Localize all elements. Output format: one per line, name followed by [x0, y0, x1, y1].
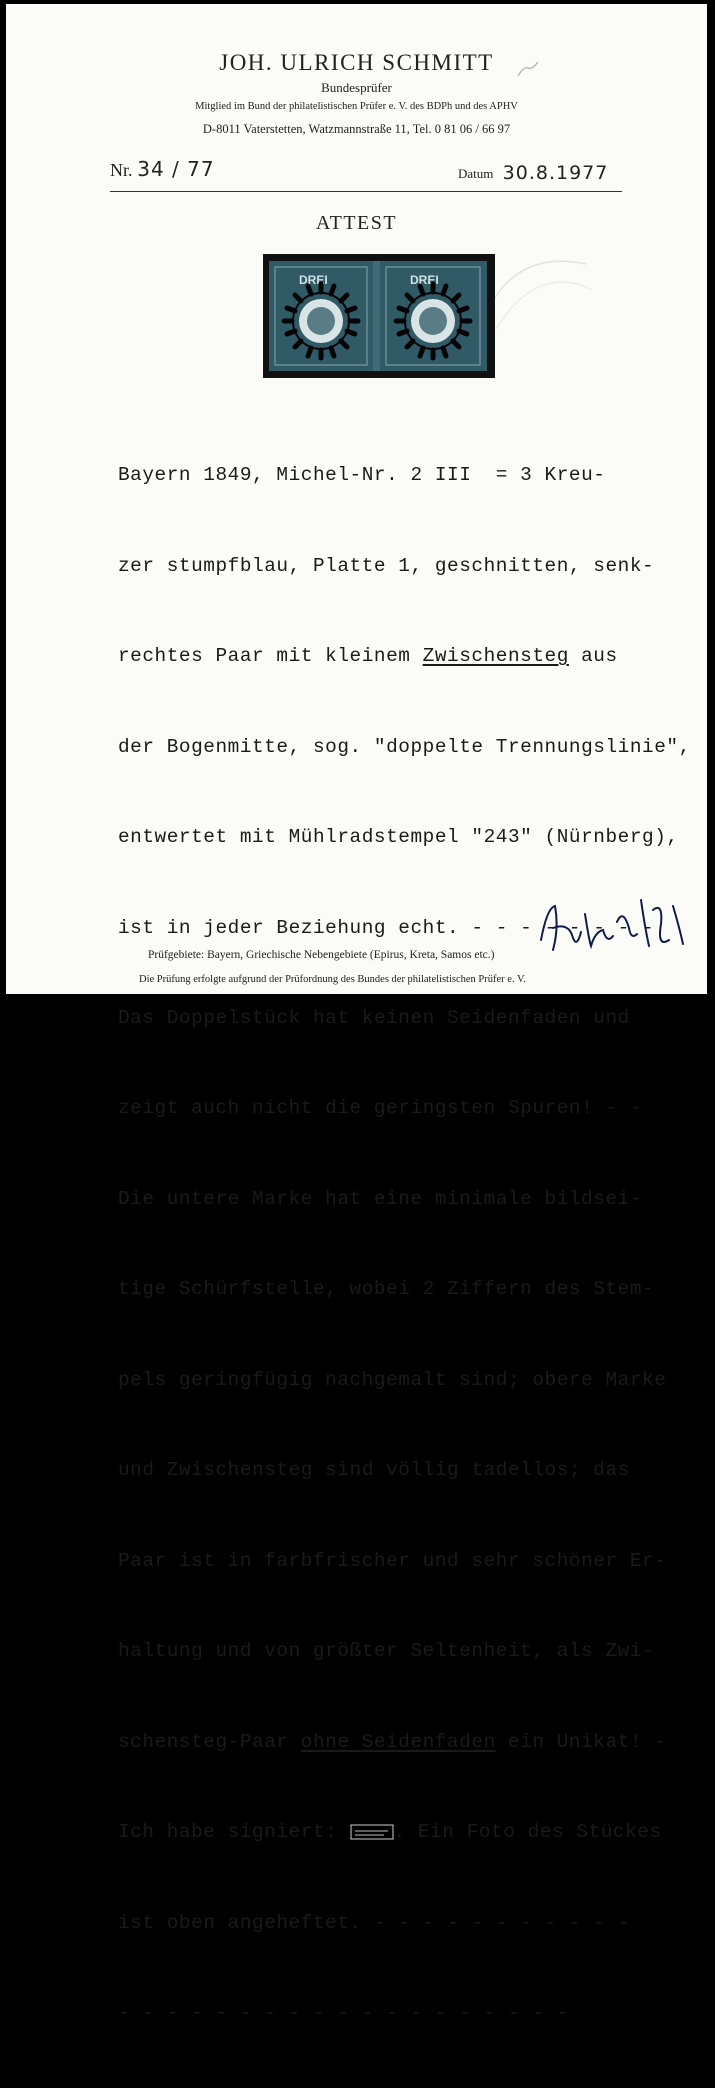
pruefordnung-line: Die Prüfung erfolgte aufgrund der Prüfordnung des Bundes der philatelistischen Prüfer e. V. — [139, 974, 526, 985]
body-line: Paar ist in farbfrischer und sehr schöner Er- — [118, 1549, 667, 1572]
nr-value: 34 / 77 — [137, 157, 215, 181]
body-line: entwertet mit Mühlradstempel "243" (Nürnberg), — [118, 826, 679, 849]
datum-label: Datum — [458, 166, 494, 181]
handwritten-signature — [533, 888, 693, 966]
address-line: D-8011 Vaterstetten, Watzmannstraße 11, Tel. 0 81 06 / 66 97 — [202, 122, 511, 136]
body-line: zeigt auch nicht die geringsten Spuren! - - — [118, 1097, 643, 1120]
certificate-date — [458, 161, 608, 183]
svg-text:DREI: DREI — [299, 273, 328, 287]
stamp-pair-photo — [263, 254, 495, 378]
body-line: Ich habe signiert: . Ein Foto des Stückes — [118, 1821, 662, 1844]
underlined-zwischensteg: Zwischensteg — [422, 645, 569, 668]
underlined-ohne-seidenfaden: ohne Seidenfaden — [300, 1730, 496, 1753]
body-line: Das Doppelstück hat keinen Seidenfaden und — [118, 1007, 630, 1030]
body-line: pels geringfügig nachgemalt sind; obere Marke — [118, 1368, 667, 1391]
body-line: und Zwischensteg sind völlig tadellos; das — [118, 1459, 630, 1482]
body-line: rechtes Paar mit kleinem Zwischensteg aus — [118, 645, 618, 668]
body-line: schensteg-Paar ohne Seidenfaden ein Unikat! - — [118, 1730, 667, 1753]
examiner-name: JOH. ULRICH SCHMITT — [219, 50, 494, 75]
svg-text:DREI: DREI — [410, 273, 439, 287]
signature-stamp-icon — [350, 1823, 394, 1841]
certificate-number — [110, 157, 215, 182]
body-line: Bayern 1849, Michel-Nr. 2 III = 3 Kreu- — [118, 464, 606, 487]
pruefgebiete-line: Prüfgebiete: Bayern, Griechische Nebengebiete (Epirus, Kreta, Samos etc.) — [148, 949, 495, 961]
datum-value: 30.8.1977 — [502, 162, 609, 184]
certificate-sheet — [6, 4, 707, 2025]
body-line: - - - - - - - - - - - - - - - - - - - — [118, 2002, 569, 2025]
body-line: haltung und von größter Seltenheit, als Zwi- — [118, 1640, 655, 1663]
header-divider — [110, 191, 622, 192]
body-line: ist in jeder Beziehung echt. - - - - - - - - — [118, 916, 655, 939]
nr-label: Nr. — [110, 160, 133, 180]
membership-line: Mitglied im Bund der philatelistischen Prüfer e. V. des BDPh und des APHV — [195, 101, 518, 112]
body-line: tige Schürfstelle, wobei 2 Ziffern des Stem- — [118, 1278, 655, 1301]
body-line: zer stumpfblau, Platte 1, geschnitten, senk- — [118, 554, 655, 577]
attest-body — [118, 400, 691, 2088]
attest-title: ATTEST — [315, 212, 398, 234]
body-line: ist oben angeheftet. - - - - - - - - - - - — [118, 1911, 630, 1934]
body-line: Die untere Marke hat eine minimale bildsei- — [118, 1187, 643, 1210]
examiner-role: Bundesprüfer — [321, 80, 392, 95]
body-line: der Bogenmitte, sog. "doppelte Trennungslinie", — [118, 735, 691, 758]
